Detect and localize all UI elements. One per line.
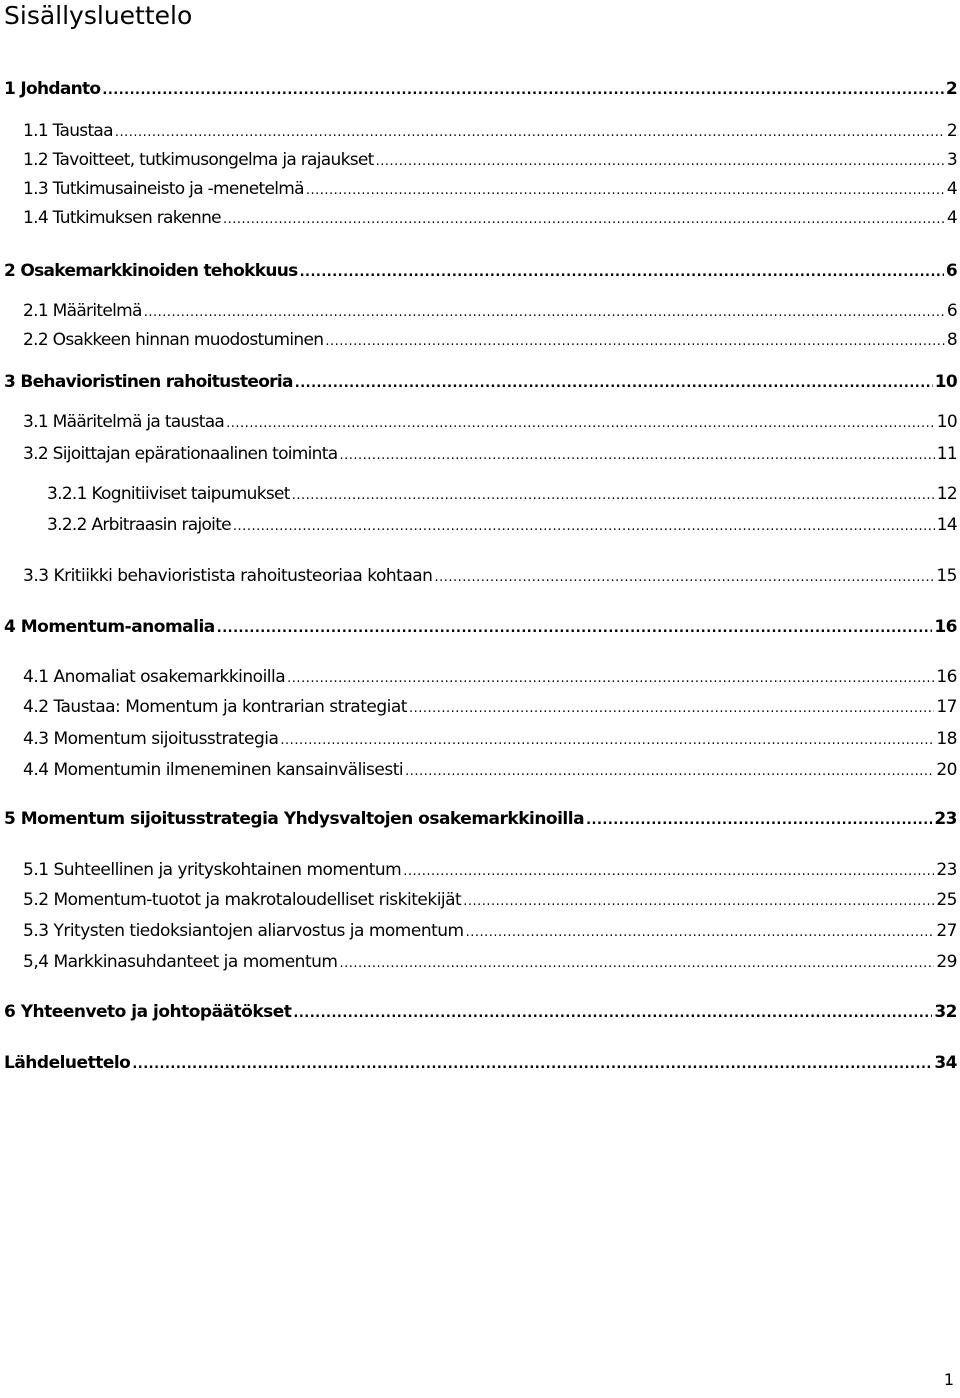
toc-entry-title: 3.1 Määritelmä ja taustaa [23, 412, 225, 432]
toc-entry[interactable] [4, 258, 957, 284]
toc-entry[interactable] [4, 999, 957, 1025]
toc-entry-title: 4.4 Momentumin ilmeneminen kansainvälisesti [23, 760, 404, 780]
toc-entry-page: 34 [934, 1053, 957, 1073]
dot-leader [102, 78, 943, 102]
toc-entry-title: 1 Johdanto [4, 79, 101, 99]
toc-entry[interactable] [23, 441, 957, 467]
toc-entry[interactable] [23, 857, 957, 883]
toc-entry-title: 2.1 Määritelmä [23, 301, 142, 321]
toc-entry-page: 3 [946, 150, 957, 170]
toc-entry-title: 1.1 Taustaa [23, 121, 113, 141]
dot-leader [376, 149, 945, 173]
toc-entry-title: 3.2.1 Kognitiiviset taipumukset [47, 484, 290, 504]
dot-leader [300, 260, 944, 284]
dot-leader [306, 178, 945, 202]
toc-entry-title: 5.3 Yritysten tiedoksiantojen aliarvostus ja momentum [23, 921, 464, 941]
toc-entry-title: 3.2.2 Arbitraasin rajoite [47, 515, 231, 535]
toc-entry-page: 20 [936, 760, 957, 780]
toc-entry[interactable] [23, 327, 957, 353]
toc-entry[interactable] [23, 949, 957, 975]
toc-entry-page: 4 [946, 208, 957, 228]
toc-entry[interactable] [4, 614, 957, 640]
toc-entry-page: 14 [936, 515, 957, 535]
toc-entry[interactable] [4, 806, 957, 832]
toc-entry[interactable] [23, 176, 957, 202]
toc-entry-page: 17 [936, 697, 957, 717]
toc-entry-page: 4 [946, 179, 957, 199]
toc-entry-page: 10 [934, 372, 957, 392]
toc-entry[interactable] [23, 409, 957, 435]
toc-entry-title: 6 Yhteenveto ja johtopäätökset [4, 1002, 292, 1022]
dot-leader [132, 1052, 932, 1076]
toc-entry-page: 32 [934, 1002, 957, 1022]
toc-entry-page: 16 [934, 617, 957, 637]
toc-entry[interactable] [23, 757, 957, 783]
toc-entry[interactable] [23, 205, 957, 231]
toc-entry-page: 23 [934, 809, 957, 829]
dot-leader [339, 951, 934, 975]
toc-entry-page: 16 [936, 667, 957, 687]
page-number: 1 [943, 1370, 954, 1389]
toc-entry-title: 1.2 Tavoitteet, tutkimusongelma ja rajaukset [23, 150, 374, 170]
toc-entry-page: 10 [936, 412, 957, 432]
dot-leader [233, 514, 935, 538]
dot-leader [403, 859, 934, 883]
toc-entry-title: 5.2 Momentum-tuotot ja makrotaloudelliset riskitekijät [23, 890, 462, 910]
toc-entry[interactable] [47, 481, 957, 507]
toc-entry-title: 4.1 Anomaliat osakemarkkinoilla [23, 667, 286, 687]
toc-entry-page: 12 [936, 484, 957, 504]
dot-leader [226, 411, 935, 435]
dot-leader [115, 120, 945, 144]
toc-entry-title: 1.4 Tutkimuksen rakenne [23, 208, 221, 228]
toc-entry-title: 4.3 Momentum sijoitusstrategia [23, 729, 279, 749]
dot-leader [144, 300, 945, 324]
toc-entry-title: 5 Momentum sijoitusstrategia Yhdysvaltojen osakemarkkinoilla [4, 809, 585, 829]
dot-leader [325, 329, 945, 353]
dot-leader [466, 920, 935, 944]
toc-entry-title: 1.3 Tutkimusaineisto ja -menetelmä [23, 179, 304, 199]
toc-entry-page: 6 [946, 301, 957, 321]
toc-entry[interactable] [23, 664, 957, 690]
toc-entry-title: 4 Momentum-anomalia [4, 617, 215, 637]
toc-entry-title: 3.2 Sijoittajan epärationaalinen toiminta [23, 444, 338, 464]
dot-leader [405, 759, 934, 783]
toc-entry[interactable] [23, 726, 957, 752]
toc-entry-page: 18 [936, 729, 957, 749]
toc-entry-page: 11 [936, 444, 957, 464]
toc-entry[interactable] [23, 147, 957, 173]
dot-leader [339, 443, 934, 467]
toc-entry[interactable] [23, 887, 957, 913]
toc-entry[interactable] [23, 298, 957, 324]
document-title: Sisällysluettelo [4, 1, 193, 30]
toc-entry[interactable] [4, 1050, 957, 1076]
dot-leader [586, 808, 932, 832]
dot-leader [217, 616, 933, 640]
toc-entry[interactable] [23, 563, 957, 589]
toc-entry-title: 4.2 Taustaa: Momentum ja kontrarian strategiat [23, 697, 407, 717]
toc-entry-page: 29 [936, 952, 957, 972]
toc-entry-page: 2 [945, 79, 957, 99]
toc-entry[interactable] [4, 76, 957, 102]
toc-entry-page: 27 [936, 921, 957, 941]
toc-entry-title: 2.2 Osakkeen hinnan muodostuminen [23, 330, 324, 350]
dot-leader [293, 1001, 932, 1025]
dot-leader [287, 666, 934, 690]
toc-entry-page: 2 [946, 121, 957, 141]
toc-entry-title: Lähdeluettelo [4, 1053, 131, 1073]
toc-entry[interactable] [23, 694, 957, 720]
toc-entry-title: 5,4 Markkinasuhdanteet ja momentum [23, 952, 338, 972]
toc-entry-page: 15 [936, 566, 957, 586]
toc-entry-page: 25 [936, 890, 957, 910]
toc-entry-title: 5.1 Suhteellinen ja yrityskohtainen momentum [23, 860, 402, 880]
dot-leader [409, 696, 934, 720]
dot-leader [223, 207, 945, 231]
toc-entry-page: 23 [936, 860, 957, 880]
toc-entry-page: 6 [945, 261, 957, 281]
dot-leader [463, 889, 934, 913]
toc-entry[interactable] [47, 512, 957, 538]
toc-entry-title: 3 Behavioristinen rahoitusteoria [4, 372, 293, 392]
toc-entry-title: 2 Osakemarkkinoiden tehokkuus [4, 261, 298, 281]
dot-leader [434, 565, 934, 589]
toc-entry[interactable] [4, 369, 957, 395]
toc-entry[interactable] [23, 918, 957, 944]
dot-leader [295, 371, 933, 395]
dot-leader [292, 483, 935, 507]
toc-entry[interactable] [23, 118, 957, 144]
toc-entry-title: 3.3 Kritiikki behavioristista rahoitusteoriaa kohtaan [23, 566, 433, 586]
dot-leader [280, 728, 934, 752]
toc-entry-page: 8 [946, 330, 957, 350]
